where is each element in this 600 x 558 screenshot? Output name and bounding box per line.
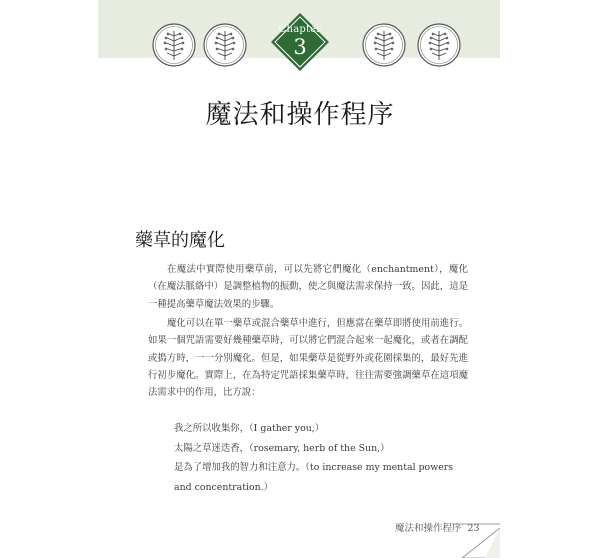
page-number: 23 — [467, 523, 480, 534]
fern-ornament-icon — [151, 22, 197, 68]
incantation-line: 我之所以收集你，（I gather you,） — [174, 423, 325, 434]
paragraph-text: 在魔法中實際使用藥草前，可以先將它們魔化（enchantment），魔化（在魔法脈絡中）是調整植物的振動，使之與魔法需求保持一致。因此，這是一種提高藥草魔法效果的步驟。 — [148, 264, 468, 310]
section-heading: 藥草的魔化 — [135, 230, 225, 251]
page-corner-decoration — [440, 510, 500, 558]
fern-ornament-icon — [416, 22, 462, 68]
chapter-number: 3 — [293, 35, 307, 59]
paragraph-text: 魔化可以在單一藥草或混合藥草中進行，但應當在藥草即將使用前進行。如果一個咒語需要好幾種藥草時，可以將它們混合起來一起魔化，或者在調配或搗方時，一一分別魔化。但是，如果藥草是從野外或花園採集的，最好先進行初步魔化。實際上，在為特定咒語採集藥草時，往往需要強調藥草在這項魔法需求中的作用，比方說： — [148, 318, 468, 399]
fern-ornament-icon — [361, 22, 407, 68]
chapter-label: Chapter — [278, 24, 322, 35]
paragraph-2 — [148, 315, 468, 401]
chapter-title: 魔法和操作程序 — [205, 100, 395, 130]
paragraph-1 — [148, 261, 468, 313]
incantation-block — [174, 419, 453, 498]
incantation-line: 是為了增加我的智力和注意力。（to increase my mental powers — [174, 462, 454, 474]
fern-ornament-icon — [202, 22, 248, 68]
chapter-badge — [270, 12, 330, 72]
running-title: 魔法和操作程序 — [395, 523, 462, 534]
incantation-line: and concentration.） — [174, 482, 274, 494]
incantation-line: 太陽之草迷迭香，（rosemary, herb of the Sun,） — [174, 442, 390, 454]
